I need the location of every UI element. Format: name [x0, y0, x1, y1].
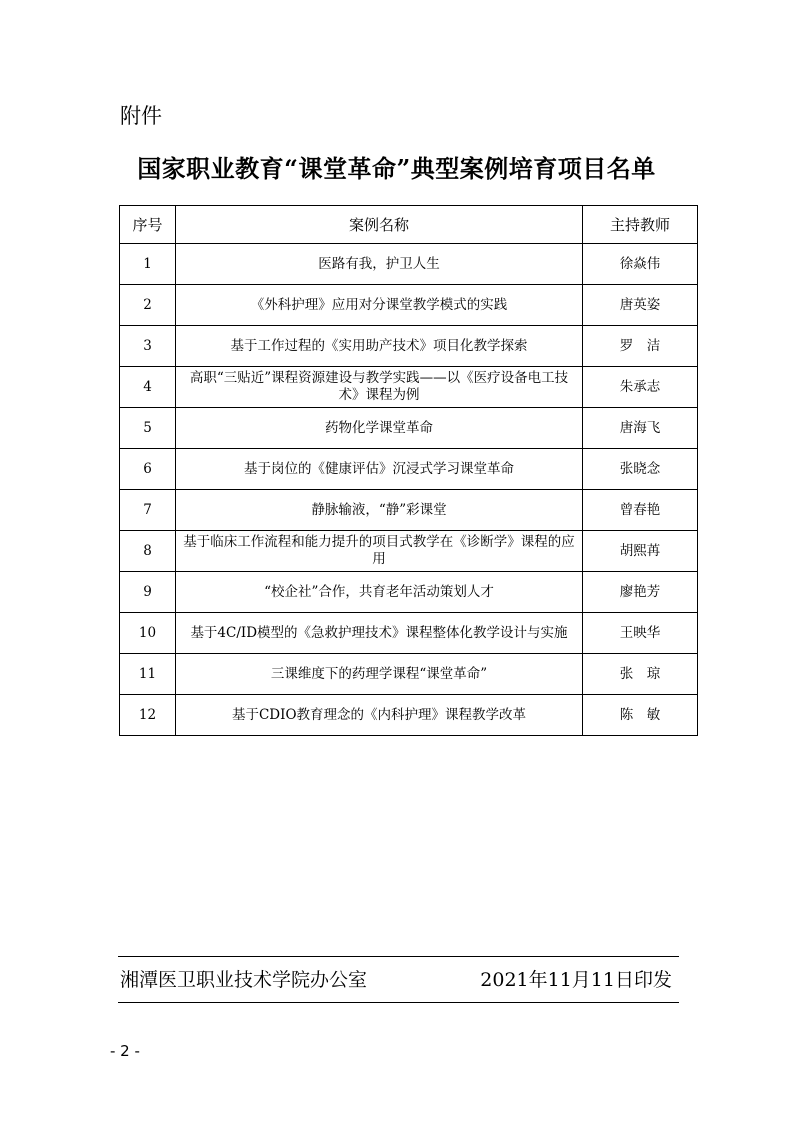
row-teacher: 王映华 [583, 613, 698, 654]
issuer-office: 湘潭医卫职业技术学院办公室 [120, 969, 368, 991]
row-case-name: 《外科护理》应用对分课堂教学模式的实践 [176, 285, 583, 326]
table-row [120, 490, 698, 531]
header-case-name: 案例名称 [176, 206, 583, 244]
row-case-name: “校企社”合作，共育老年活动策划人才 [176, 572, 583, 613]
row-teacher: 廖艳芳 [583, 572, 698, 613]
row-no: 11 [120, 654, 176, 695]
header-no: 序号 [120, 206, 176, 244]
table-header-row [120, 206, 698, 244]
row-teacher: 张晓念 [583, 449, 698, 490]
table-row [120, 326, 698, 367]
row-case-name: 基于工作过程的《实用助产技术》项目化教学探索 [176, 326, 583, 367]
project-list-table [119, 205, 698, 736]
table-row [120, 695, 698, 736]
row-teacher: 徐焱伟 [583, 244, 698, 285]
row-teacher: 朱承志 [583, 367, 698, 408]
table-row [120, 654, 698, 695]
row-no: 7 [120, 490, 176, 531]
header-teacher: 主持教师 [583, 206, 698, 244]
row-teacher: 胡熙苒 [583, 531, 698, 572]
table-row [120, 449, 698, 490]
table-row [120, 367, 698, 408]
table-row [120, 531, 698, 572]
row-no: 12 [120, 695, 176, 736]
row-case-name: 基于岗位的《健康评估》沉浸式学习课堂革命 [176, 449, 583, 490]
row-no: 5 [120, 408, 176, 449]
row-no: 4 [120, 367, 176, 408]
row-case-name: 基于4C/ID模型的《急救护理技术》课程整体化教学设计与实施 [176, 613, 583, 654]
attachment-label: 附件 [120, 104, 162, 128]
row-case-name: 基于临床工作流程和能力提升的项目式教学在《诊断学》课程的应用 [176, 531, 583, 572]
row-no: 8 [120, 531, 176, 572]
table-row [120, 244, 698, 285]
table-row [120, 285, 698, 326]
issue-date: 2021年11月11日印发 [480, 969, 672, 991]
row-case-name: 医路有我，护卫人生 [176, 244, 583, 285]
row-teacher: 曾春艳 [583, 490, 698, 531]
row-teacher: 张 琼 [583, 654, 698, 695]
row-teacher: 唐海飞 [583, 408, 698, 449]
row-case-name: 高职“三贴近”课程资源建设与教学实践——以《医疗设备电工技术》课程为例 [176, 367, 583, 408]
row-no: 9 [120, 572, 176, 613]
row-no: 1 [120, 244, 176, 285]
row-case-name: 药物化学课堂革命 [176, 408, 583, 449]
table-row [120, 613, 698, 654]
row-case-name: 三课维度下的药理学课程“课堂革命” [176, 654, 583, 695]
document-title: 国家职业教育“课堂革命”典型案例培育项目名单 [137, 154, 656, 183]
row-teacher: 唐英姿 [583, 285, 698, 326]
row-teacher: 陈 敏 [583, 695, 698, 736]
table-row [120, 572, 698, 613]
row-case-name: 静脉输液，“静”彩课堂 [176, 490, 583, 531]
row-teacher: 罗 洁 [583, 326, 698, 367]
footer-top-divider [118, 956, 679, 957]
row-case-name: 基于CDIO教育理念的《内科护理》课程教学改革 [176, 695, 583, 736]
footer-bottom-divider [118, 1002, 679, 1003]
page-number: - 2 - [110, 1042, 140, 1060]
table-row [120, 408, 698, 449]
row-no: 2 [120, 285, 176, 326]
row-no: 3 [120, 326, 176, 367]
row-no: 6 [120, 449, 176, 490]
row-no: 10 [120, 613, 176, 654]
